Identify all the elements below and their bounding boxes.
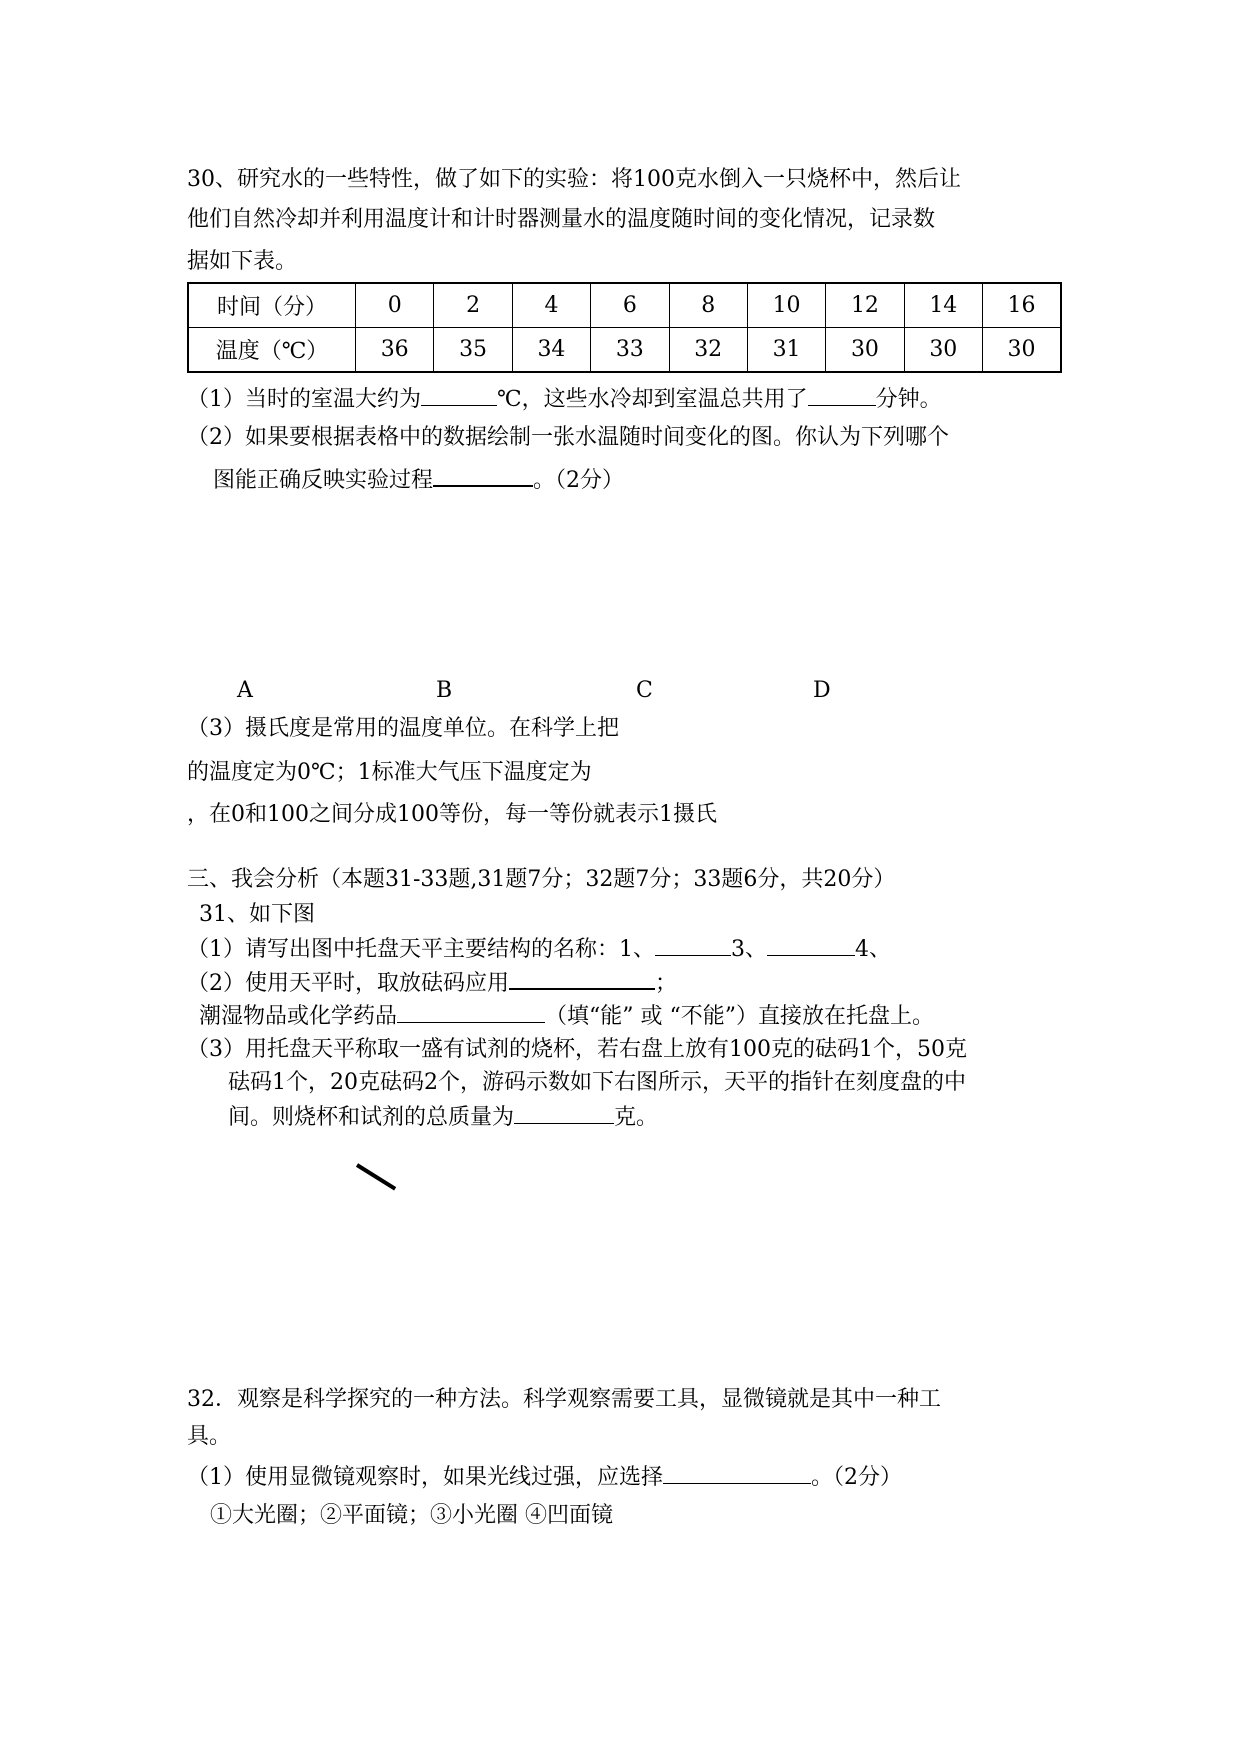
q31-sub3-text-b: 克。 [614,1105,659,1130]
temperature-cell: 35 [434,328,512,373]
option-c-label: C [636,678,653,703]
option-a-label: A [237,678,253,703]
option-b-label: B [436,678,453,703]
answer-blank[interactable] [808,383,876,406]
q30-sub1-text-a: （1）当时的室温大约为 [187,387,421,412]
time-cell: 16 [983,283,1062,328]
temperature-cell: 30 [904,328,982,373]
q31-sub2c [199,1000,934,1032]
q31-sub3-line1: （3）用托盘天平称取一盛有试剂的烧杯，若右盘上放有100克的砝码1个，50克 [187,1037,967,1062]
time-cell: 12 [826,283,904,328]
answer-blank[interactable] [509,966,655,990]
option-d-label: D [813,678,831,703]
q31-sub2-text-b: ； [655,971,678,996]
temperature-table [187,282,1062,373]
q31-sub3-text-a: 间。则烧杯和试剂的总质量为 [228,1105,515,1130]
q30-sub2-text-a: 图能正确反映实验过程 [213,468,434,493]
temperature-cell: 30 [983,328,1062,373]
q30-line1: 30、研究水的一些特性，做了如下的实验：将100克水倒入一只烧杯中，然后让 [187,167,961,192]
temperature-cell: 36 [356,328,434,373]
table-row [188,328,1061,373]
table-row [188,283,1061,328]
q31-line1: 31、如下图 [199,902,315,927]
time-cell: 6 [591,283,669,328]
answer-blank[interactable] [514,1101,614,1124]
q31-sub2c-text-b: （填“能” 或 “不能”）直接放在托盘上。 [545,1004,934,1029]
q32-line2: 具。 [187,1424,232,1449]
q32-sub1-text-b: 。（2分） [811,1465,902,1490]
q31-sub1 [187,933,891,965]
time-cell: 4 [512,283,590,328]
q31-sub2 [187,966,677,999]
q30-sub3-line2: 的温度定为0℃；1标准大气压下温度定为 [187,760,592,785]
q30-sub2-line1: （2）如果要根据表格中的数据绘制一张水温随时间变化的图。你认为下列哪个 [187,425,949,450]
answer-blank[interactable] [767,933,855,956]
time-cell: 8 [669,283,747,328]
section3-title: 三、我会分析（本题31-33题,31题7分；32题7分；33题6分，共20分） [187,867,896,892]
q30-line2: 他们自然冷却并利用温度计和计时器测量水的温度随时间的变化情况，记录数 [187,207,936,232]
q31-sub2c-text-a: 潮湿物品或化学药品 [199,1004,398,1029]
temperature-cell: 32 [669,328,747,373]
q30-sub1-text-c: 分钟。 [875,387,942,412]
q30-sub3-line3: ，在0和100之间分成100等份，每一等份就表示1摄氏 [187,802,717,827]
q30-sub3-line1: （3）摄氏度是常用的温度单位。在科学上把 [187,716,619,741]
temperature-cell: 30 [826,328,904,373]
answer-blank[interactable] [433,463,533,487]
time-cell: 2 [434,283,512,328]
answer-blank[interactable] [397,1000,545,1023]
q32-line1: 32．观察是科学探究的一种方法。科学观察需要工具，显微镜就是其中一种工 [187,1387,941,1412]
q32-choices: ①大光圈；②平面镜；③小光圈 ④凹面镜 [210,1503,613,1528]
q30-sub2-line2 [213,463,624,496]
time-cell: 10 [747,283,825,328]
temperature-cell: 33 [591,328,669,373]
q31-sub1-text-a: （1）请写出图中托盘天平主要结构的名称：1、 [187,937,655,962]
temperature-cell: 34 [512,328,590,373]
temperature-cell: 31 [747,328,825,373]
answer-blank[interactable] [655,933,731,956]
q31-sub3-line2: 砝码1个，20克砝码2个，游码示数如下右图所示，天平的指针在刻度盘的中 [228,1070,966,1095]
answer-blank[interactable] [663,1461,811,1484]
q30-sub1-text-b: ℃，这些水冷却到室温总共用了 [497,387,808,412]
time-header: 时间（分） [188,283,356,328]
time-cell: 14 [904,283,982,328]
q31-sub1-text-c: 4、 [855,937,891,962]
q31-sub2-text-a: （2）使用天平时，取放砝码应用 [187,971,509,996]
q32-sub1-text-a: （1）使用显微镜观察时，如果光线过强，应选择 [187,1465,663,1490]
figure-fragment-line [356,1163,396,1190]
time-cell: 0 [356,283,434,328]
q31-sub1-text-b: 3、 [731,937,767,962]
q32-sub1 [187,1461,902,1493]
answer-blank[interactable] [421,383,497,406]
q30-line3: 据如下表。 [187,249,298,274]
q30-sub2-text-b: 。（2分） [533,468,625,493]
q30-sub1 [187,383,942,415]
temperature-header: 温度（℃） [188,328,356,373]
q31-sub3-line3 [228,1101,658,1133]
